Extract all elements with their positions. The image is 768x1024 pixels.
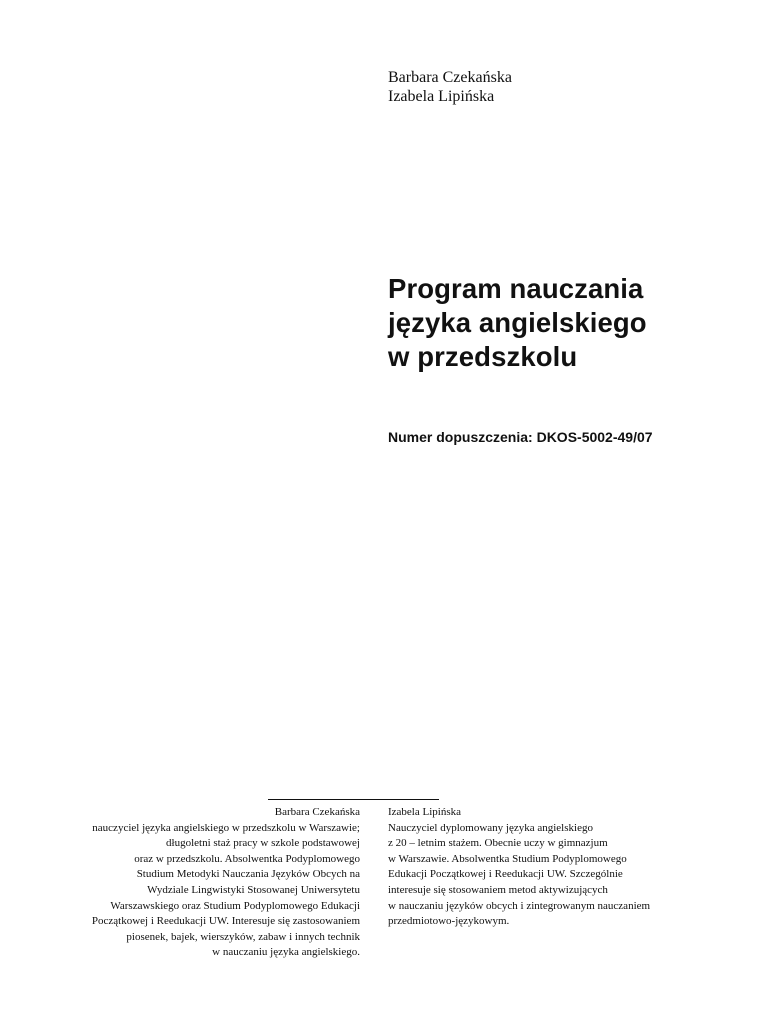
authors-block [388,68,512,106]
bio-line: Wydziale Lingwistyki Stosowanej Uniwersytetu [147,883,360,896]
bio-line: Nauczyciel dyplomowany języka angielskiego [388,821,593,834]
bio-line: w nauczaniu języka angielskiego. [212,946,360,959]
divider-rule [268,799,439,800]
bio-line: Początkowej i Reedukacji UW. Interesuje się zastosowaniem [91,915,360,928]
author-name: Izabela Lipińska [388,88,495,105]
bio-line: Edukacji Początkowej i Reedukacji UW. Szczególnie [388,868,623,881]
approval-number: Numer dopuszczenia: DKOS-5002-49/07 [388,429,653,445]
bio-line: z 20 – letnim stażem. Obecnie uczy w gimnazjum [388,837,608,850]
bio-line: interesuje się stosowaniem metod aktywizujących [388,883,608,896]
bio-name: Izabela Lipińska [388,806,461,818]
bio-line: oraz w przedszkolu. Absolwentka Podyplomowego [134,852,360,865]
bio-name: Barbara Czekańska [274,806,360,818]
bio-czekanska [40,805,360,961]
title-line: w przedszkolu [388,341,578,372]
bio-line: długoletni staż pracy w szkole podstawowej [166,837,360,850]
bio-line: Studium Metodyki Nauczania Języków Obcych na [136,868,360,881]
bio-line: piosenek, bajek, wierszyków, zabaw i innych technik [126,930,360,943]
author-name: Barbara Czekańska [388,69,512,86]
document-title [388,272,647,374]
bio-line: przedmiotowo-językowym. [388,915,510,928]
bio-line: w nauczaniu języków obcych i zintegrowanym nauczaniem [388,899,651,912]
bio-line: w Warszawie. Absolwentka Studium Podyplomowego [388,852,627,865]
bio-line: Warszawskiego oraz Studium Podyplomowego Edukacji [110,899,360,912]
title-line: Program nauczania [388,273,644,304]
bio-lipinska [388,805,728,930]
bio-line: nauczyciel języka angielskiego w przedszkolu w Warszawie; [92,821,360,834]
title-line: języka angielskiego [388,307,647,338]
